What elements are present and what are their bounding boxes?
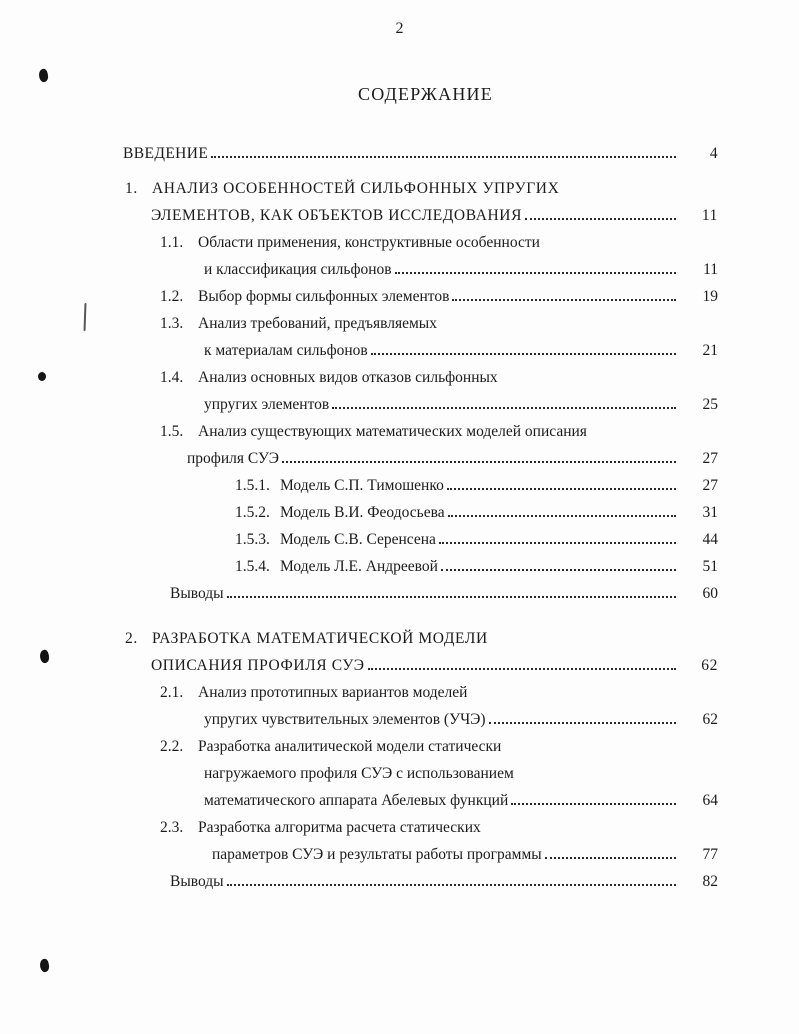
toc-line <box>0 648 718 675</box>
toc-line-page: 11 <box>703 261 718 278</box>
toc-line-page: 19 <box>702 288 718 305</box>
toc-line <box>0 702 718 729</box>
toc-line-number: 1.3. <box>160 315 184 332</box>
toc-line-number: 1.5.3. <box>235 531 270 548</box>
toc-line <box>0 675 718 702</box>
toc-line-page: 77 <box>702 846 718 863</box>
dot-leader <box>211 156 676 158</box>
toc-line-text: Выбор формы сильфонных элементов <box>198 288 450 305</box>
dot-leader <box>368 668 676 670</box>
toc-line-page: 51 <box>702 558 718 575</box>
toc-line-number: 1.1. <box>160 234 184 251</box>
toc-line-text: Модель С.П. Тимошенко <box>280 477 444 494</box>
toc-line-page: 82 <box>702 873 718 890</box>
dot-leader <box>227 596 676 598</box>
toc-line-number: 1.2. <box>160 288 184 305</box>
toc-line-number: 2. <box>125 630 138 647</box>
dot-leader <box>448 515 676 517</box>
toc-line-page: 27 <box>702 450 718 467</box>
toc-line-text: и классификация сильфонов <box>204 261 392 278</box>
toc-line-page: 62 <box>702 711 718 728</box>
toc-line-text: ОПИСАНИЯ ПРОФИЛЯ СУЭ <box>151 657 365 674</box>
toc-line-text: Области применения, конструктивные особенности <box>198 234 540 251</box>
toc-line-text: ЭЛЕМЕНТОВ, КАК ОБЪЕКТОВ ИССЛЕДОВАНИЯ <box>151 207 523 224</box>
toc-line-text: Анализ существующих математических моделей описания <box>198 423 587 440</box>
dot-leader <box>525 218 676 220</box>
toc-line-text: Разработка аналитической модели статически <box>198 738 502 755</box>
toc-line <box>0 225 718 252</box>
toc-line-number: 2.3. <box>160 819 184 836</box>
toc-line-text: Анализ прототипных вариантов моделей <box>198 684 468 701</box>
toc-line <box>0 252 718 279</box>
toc-line <box>0 621 718 648</box>
toc-line-text: параметров СУЭ и результаты работы программы <box>212 846 542 863</box>
toc-line <box>0 783 718 810</box>
toc-line-number: 1.5.4. <box>235 558 270 575</box>
toc-line-text: Анализ требований, предъявляемых <box>198 315 437 332</box>
toc-line <box>0 468 718 495</box>
dot-leader <box>545 857 676 859</box>
ink-spot-artifact <box>39 958 51 973</box>
dot-leader <box>452 299 676 301</box>
toc-line <box>0 360 718 387</box>
toc-line <box>0 279 718 306</box>
toc-line-page: 27 <box>702 477 718 494</box>
page-number-header: 2 <box>395 20 404 37</box>
toc-line-number: 1.5.1. <box>235 477 270 494</box>
toc-line <box>0 837 718 864</box>
toc-line <box>0 306 718 333</box>
ink-spot-artifact <box>38 68 50 83</box>
toc-line-page: 60 <box>702 585 718 602</box>
toc-line-text: профиля СУЭ <box>187 450 280 467</box>
toc-line <box>0 414 718 441</box>
dot-leader <box>489 722 676 724</box>
toc-line-text: упругих элементов <box>204 396 330 413</box>
page-title: СОДЕРЖАНИЕ <box>358 84 493 104</box>
toc-line-text: ВВЕДЕНИЕ <box>123 145 209 162</box>
dot-leader <box>227 884 676 886</box>
toc-line <box>0 198 718 225</box>
toc-line <box>0 333 718 360</box>
ink-spot-artifact <box>38 372 46 381</box>
toc-line-text: Модель В.И. Феодосьева <box>280 504 445 521</box>
dot-leader <box>439 542 676 544</box>
toc-line-text: нагружаемого профиля СУЭ с использованием <box>204 765 514 782</box>
toc-line-text: РАЗРАБОТКА МАТЕМАТИЧЕСКОЙ МОДЕЛИ <box>152 630 488 647</box>
toc-line <box>0 171 718 198</box>
dot-leader <box>371 353 676 355</box>
toc-line-text: Анализ основных видов отказов сильфонных <box>198 369 498 386</box>
toc-line-number: 1.5.2. <box>235 504 270 521</box>
dot-leader <box>282 461 676 463</box>
toc-line <box>0 576 718 603</box>
toc-line <box>0 549 718 576</box>
toc-line-text: Разработка алгоритма расчета статических <box>198 819 481 836</box>
toc-line-number: 2.1. <box>160 684 184 701</box>
toc-line-page: 11 <box>701 207 718 224</box>
toc-line-page: 21 <box>702 342 718 359</box>
dot-leader <box>511 803 676 805</box>
toc-line <box>0 810 718 837</box>
toc-line <box>0 387 718 414</box>
toc-line-number: 1.5. <box>160 423 184 440</box>
toc-line-number: 1.4. <box>160 369 184 386</box>
toc-line-text: упругих чувствительных элементов (УЧЭ) <box>204 711 486 728</box>
toc-line <box>0 136 718 163</box>
toc-line-text: Модель Л.Е. Андреевой <box>280 558 438 575</box>
toc-line <box>0 441 718 468</box>
toc-line-text: Модель С.В. Серенсена <box>280 531 436 548</box>
toc-line-page: 25 <box>702 396 718 413</box>
dot-leader <box>332 407 676 409</box>
toc-line-number: 1. <box>125 180 138 197</box>
toc-line-page: 31 <box>702 504 718 521</box>
toc-line-text: Выводы <box>170 873 224 890</box>
dot-leader <box>441 569 676 571</box>
toc-line <box>0 522 718 549</box>
toc-line <box>0 729 718 756</box>
toc-line-text: к материалам сильфонов <box>204 342 368 359</box>
dot-leader <box>447 488 676 490</box>
toc-line <box>0 756 718 783</box>
table-of-contents <box>0 136 799 891</box>
dot-leader <box>395 272 676 274</box>
toc-line <box>0 864 718 891</box>
toc-line-page: 4 <box>709 145 718 162</box>
toc-line-page: 64 <box>702 792 718 809</box>
toc-line-text: АНАЛИЗ ОСОБЕННОСТЕЙ СИЛЬФОННЫХ УПРУГИХ <box>152 180 560 197</box>
toc-line-page: 44 <box>702 531 718 548</box>
toc-line-page: 62 <box>701 657 718 674</box>
toc-line-number: 2.2. <box>160 738 184 755</box>
toc-line-text: математического аппарата Абелевых функций <box>204 792 509 809</box>
toc-line <box>0 495 718 522</box>
toc-line-text: Выводы <box>170 585 224 602</box>
